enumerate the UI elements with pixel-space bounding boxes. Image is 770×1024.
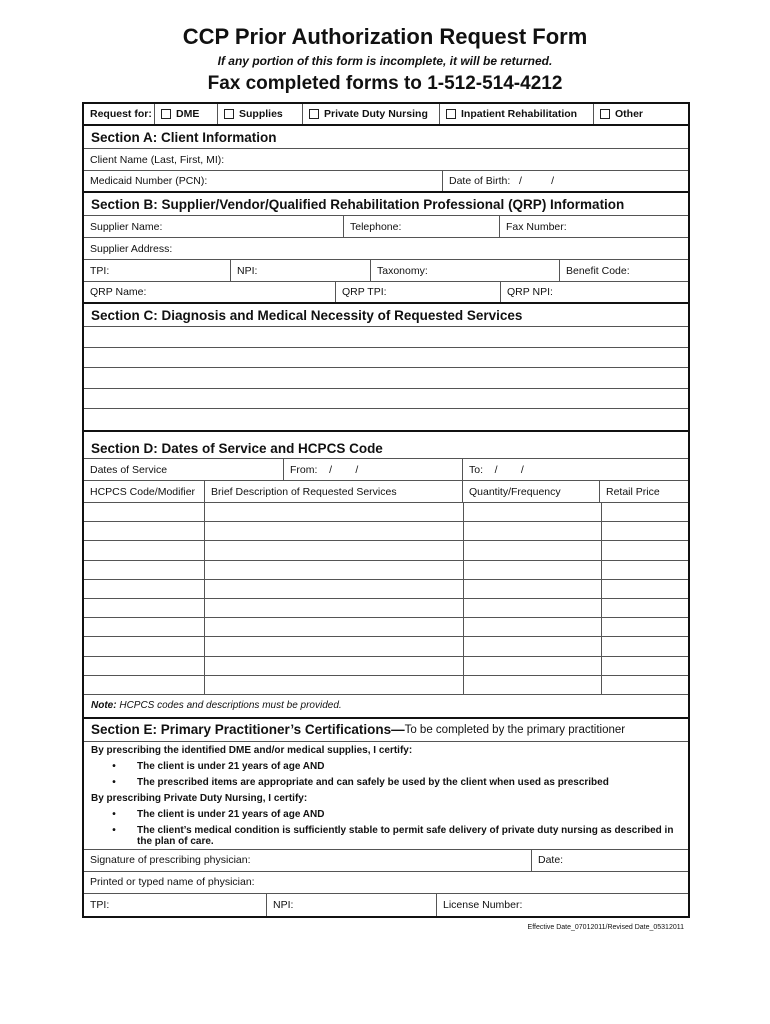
hcpcs-row: [84, 522, 688, 541]
hcpcs-cell[interactable]: [84, 676, 204, 694]
hcpcs-table-body: [84, 503, 688, 695]
hcpcs-row: [84, 503, 688, 522]
hcpcs-cell[interactable]: [84, 637, 204, 655]
section-c-title: Section C: Diagnosis and Medical Necessity of Requested Services: [84, 304, 688, 327]
hcpcs-row: [84, 618, 688, 637]
dme-certify-intro: By prescribing the identified DME and/or medical supplies, I certify:: [91, 744, 413, 756]
hcpcs-cell[interactable]: [463, 580, 601, 598]
request-pdn-checkbox[interactable]: Private Duty Nursing: [302, 104, 439, 124]
pdn-bullet: • The client’s medical condition is sufficiently stable to permit safe delivery of private duty nursing as described in the plan of care.: [112, 824, 674, 847]
supplier-tpi-field[interactable]: TPI:: [90, 264, 110, 277]
request-supplies-checkbox[interactable]: Supplies: [217, 104, 302, 124]
section-b-title: Section B: Supplier/Vendor/Qualified Rehabilitation Professional (QRP) Information: [84, 193, 688, 216]
checkbox-icon: [224, 109, 234, 119]
checkbox-icon: [309, 109, 319, 119]
hcpcs-cell[interactable]: [601, 676, 688, 694]
hcpcs-row: [84, 657, 688, 676]
hcpcs-cell[interactable]: [463, 676, 601, 694]
hcpcs-cell[interactable]: [463, 503, 601, 521]
hcpcs-cell[interactable]: [204, 637, 463, 655]
hcpcs-cell[interactable]: [204, 580, 463, 598]
dme-bullet: • The client is under 21 years of age AND: [112, 760, 325, 772]
telephone-field[interactable]: Telephone:: [343, 216, 499, 237]
column-header: Retail Price: [599, 481, 688, 502]
hcpcs-row: [84, 599, 688, 618]
column-header: HCPCS Code/Modifier: [90, 485, 196, 498]
checkbox-icon: [446, 109, 456, 119]
hcpcs-cell[interactable]: [463, 599, 601, 617]
physician-name-field[interactable]: Printed or typed name of physician:: [84, 872, 688, 894]
revision-date: Effective Date_07012011/Revised Date_05312011: [527, 924, 684, 931]
dme-bullet: • The prescribed items are appropriate and can safely be used by the client when used as prescribed: [112, 776, 609, 788]
hcpcs-cell[interactable]: [204, 561, 463, 579]
hcpcs-cell[interactable]: [463, 522, 601, 540]
hcpcs-row: [84, 676, 688, 695]
physician-tpi-field[interactable]: TPI:: [90, 898, 110, 911]
physician-signature-field[interactable]: Signature of prescribing physician:: [90, 854, 251, 867]
qrp-tpi-field[interactable]: QRP TPI:: [335, 282, 500, 302]
hcpcs-cell[interactable]: [204, 657, 463, 675]
hcpcs-cell[interactable]: [601, 657, 688, 675]
supplier-name-field[interactable]: Supplier Name:: [90, 220, 163, 233]
qrp-name-field[interactable]: QRP Name:: [90, 286, 147, 298]
section-a-title: Section A: Client Information: [84, 126, 688, 149]
hcpcs-cell[interactable]: [601, 561, 688, 579]
hcpcs-row: [84, 580, 688, 599]
diagnosis-line[interactable]: [84, 368, 688, 389]
supplier-npi-field[interactable]: NPI:: [230, 260, 370, 281]
client-name-field[interactable]: [84, 149, 688, 171]
pdn-bullet: • The client is under 21 years of age AND: [112, 808, 325, 820]
authorization-form: [82, 102, 690, 918]
hcpcs-cell[interactable]: [84, 561, 204, 579]
physician-npi-field[interactable]: NPI:: [266, 894, 436, 916]
hcpcs-cell[interactable]: [601, 618, 688, 636]
diagnosis-line[interactable]: [84, 348, 688, 369]
hcpcs-cell[interactable]: [84, 503, 204, 521]
signature-date-field[interactable]: Date:: [531, 850, 688, 871]
supplier-address-field[interactable]: Supplier Address:: [84, 238, 688, 260]
service-from-date-field[interactable]: From: / /: [283, 459, 462, 480]
request-for-label: Request for:: [90, 108, 152, 120]
hcpcs-row: [84, 637, 688, 656]
hcpcs-cell[interactable]: [601, 522, 688, 540]
request-other-checkbox[interactable]: Other: [593, 104, 688, 124]
hcpcs-cell[interactable]: [601, 503, 688, 521]
dates-of-service-label: Dates of Service: [90, 463, 168, 476]
license-number-field[interactable]: License Number:: [436, 894, 688, 916]
hcpcs-cell[interactable]: [204, 541, 463, 559]
hcpcs-cell[interactable]: [204, 522, 463, 540]
date-of-birth-field[interactable]: Date of Birth: / /: [442, 171, 688, 191]
hcpcs-cell[interactable]: [463, 618, 601, 636]
request-rehab-checkbox[interactable]: Inpatient Rehabilitation: [439, 104, 593, 124]
hcpcs-row: [84, 561, 688, 580]
request-dme-checkbox[interactable]: DME: [154, 104, 217, 124]
hcpcs-row: [84, 541, 688, 560]
pdn-certify-intro: By prescribing Private Duty Nursing, I certify:: [91, 792, 308, 804]
hcpcs-cell[interactable]: [84, 541, 204, 559]
checkbox-icon: [600, 109, 610, 119]
hcpcs-cell[interactable]: [84, 618, 204, 636]
diagnosis-line[interactable]: [84, 389, 688, 410]
column-header: Quantity/Frequency: [462, 481, 599, 502]
client-name-label: Client Name (Last, First, MI):: [90, 153, 225, 166]
hcpcs-cell[interactable]: [601, 541, 688, 559]
medicaid-number-field[interactable]: Medicaid Number (PCN):: [90, 175, 208, 187]
hcpcs-cell[interactable]: [84, 599, 204, 617]
hcpcs-cell[interactable]: [84, 522, 204, 540]
hcpcs-cell[interactable]: [601, 637, 688, 655]
hcpcs-cell[interactable]: [463, 657, 601, 675]
service-to-date-field[interactable]: To: / /: [462, 459, 688, 480]
section-e-title: Section E: Primary Practitioner’s Certifications— To be completed by the primary practitioner: [84, 719, 688, 742]
fax-number-field[interactable]: Fax Number:: [499, 216, 688, 237]
hcpcs-cell[interactable]: [204, 618, 463, 636]
certifications: [84, 742, 688, 850]
hcpcs-cell[interactable]: [84, 657, 204, 675]
incomplete-warning: If any portion of this form is incomplete, it will be returned.: [217, 54, 553, 68]
hcpcs-note: Note: HCPCS codes and descriptions must be provided.: [84, 695, 688, 719]
hcpcs-cell[interactable]: [463, 561, 601, 579]
hcpcs-cell[interactable]: [601, 599, 688, 617]
qrp-npi-field[interactable]: QRP NPI:: [500, 282, 688, 302]
form-title: CCP Prior Authorization Request Form: [182, 24, 588, 49]
taxonomy-field[interactable]: Taxonomy:: [370, 260, 559, 281]
checkbox-icon: [161, 109, 171, 119]
column-header: Brief Description of Requested Services: [204, 481, 462, 502]
hcpcs-cell[interactable]: [84, 580, 204, 598]
benefit-code-field[interactable]: Benefit Code:: [559, 260, 688, 281]
hcpcs-cell[interactable]: [204, 599, 463, 617]
hcpcs-cell[interactable]: [463, 541, 601, 559]
hcpcs-cell[interactable]: [204, 503, 463, 521]
diagnosis-line[interactable]: [84, 409, 688, 432]
section-d-title: Section D: Dates of Service and HCPCS Code: [84, 432, 688, 459]
request-for-row: [84, 104, 688, 126]
fax-instruction: Fax completed forms to 1-512-514-4212: [207, 73, 563, 94]
hcpcs-cell[interactable]: [463, 637, 601, 655]
hcpcs-cell[interactable]: [601, 580, 688, 598]
hcpcs-table-header: [84, 481, 688, 503]
hcpcs-cell[interactable]: [204, 676, 463, 694]
diagnosis-line[interactable]: [84, 327, 688, 348]
